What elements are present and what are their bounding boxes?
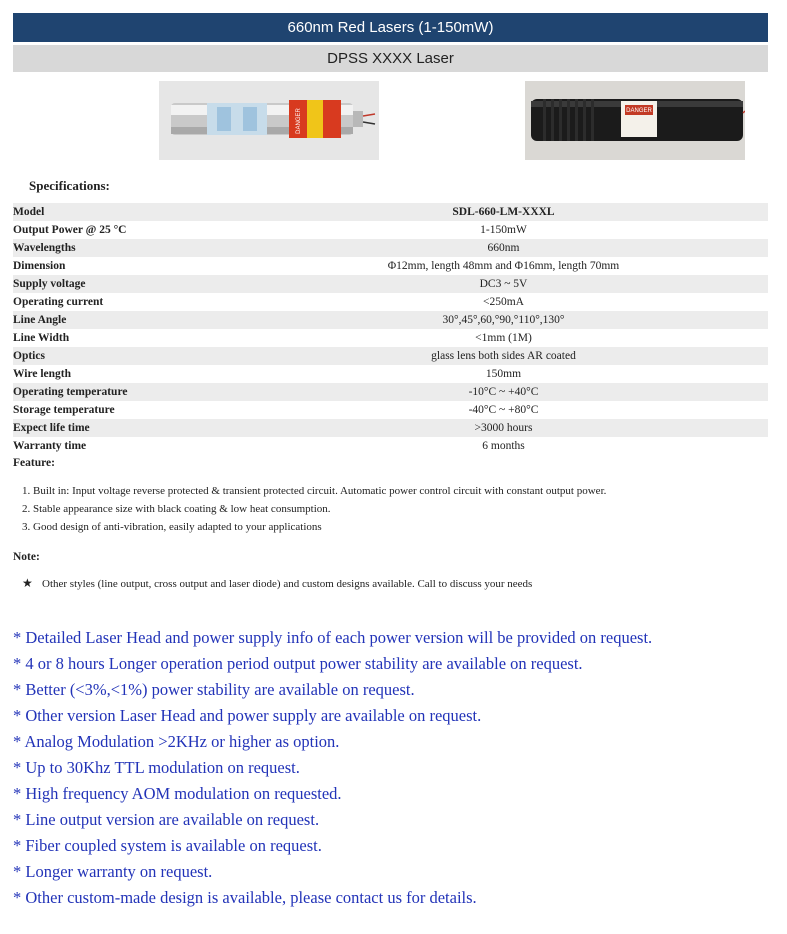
spec-key: Line Angle xyxy=(13,311,239,329)
spec-value: -40°C ~ +80°C xyxy=(468,404,539,416)
spec-key: Model xyxy=(13,203,239,221)
spec-key: Wire length xyxy=(13,368,72,380)
list-item: * Fiber coupled system is available on request. xyxy=(13,836,322,855)
spec-value: -10°C ~ +40°C xyxy=(239,383,768,401)
spec-value: Φ12mm, length 48mm and Φ16mm, length 70mm xyxy=(387,260,620,272)
spec-value: <1mm (1M) xyxy=(475,332,532,344)
spec-key: Warranty time xyxy=(13,440,87,452)
spec-value: 1-150mW xyxy=(480,224,527,236)
spec-value: >3000 hours xyxy=(239,419,768,437)
spec-key: Wavelengths xyxy=(13,239,239,257)
list-item: * Up to 30Khz TTL modulation on request. xyxy=(13,758,300,777)
specifications-table xyxy=(13,203,768,455)
list-item: * Other custom-made design is available, please contact us for details. xyxy=(13,888,477,907)
table-row xyxy=(13,311,768,329)
list-item: * High frequency AOM modulation on requested. xyxy=(13,784,342,803)
spec-key: Expect life time xyxy=(13,419,239,437)
spec-value: 30°,45°,60,°90,°110°,130° xyxy=(239,311,768,329)
table-row xyxy=(13,203,768,221)
specifications-heading: Specifications: xyxy=(29,178,110,193)
product-subtitle: DPSS XXXX Laser xyxy=(13,45,768,72)
spec-key: Output Power @ 25 °C xyxy=(13,224,127,236)
table-row xyxy=(13,401,768,419)
request-list xyxy=(13,625,652,911)
table-row xyxy=(13,347,768,365)
spec-key: Operating current xyxy=(13,296,104,308)
list-item: 3. Good design of anti-vibration, easily adapted to your applications xyxy=(22,521,322,533)
spec-value: DC3 ~ 5V xyxy=(239,275,768,293)
list-item: * Longer warranty on request. xyxy=(13,862,213,881)
list-item: 2. Stable appearance size with black coating & low heat consumption. xyxy=(22,503,331,515)
danger-label: DANGER xyxy=(626,108,652,114)
spec-value: <250mA xyxy=(483,296,524,308)
note-heading: Note: xyxy=(13,551,40,563)
table-row xyxy=(13,437,768,455)
spec-value: 6 months xyxy=(482,440,525,452)
list-item: 1. Built in: Input voltage reverse protected & transient protected circuit. Automatic power control circuit with constant output power. xyxy=(22,485,607,497)
table-row xyxy=(13,329,768,347)
list-item: * Analog Modulation >2KHz or higher as option. xyxy=(13,732,340,751)
spec-value: glass lens both sides AR coated xyxy=(239,347,768,365)
table-row xyxy=(13,419,768,437)
feature-list xyxy=(22,482,606,536)
spec-value: 150mm xyxy=(485,368,522,380)
silver-laser-module-photo xyxy=(159,81,379,160)
black-laser-module-photo xyxy=(525,81,745,160)
table-row xyxy=(13,365,768,383)
list-item: * Line output version are available on request. xyxy=(13,810,320,829)
spec-key: Dimension xyxy=(13,260,66,272)
danger-label: DANGER xyxy=(296,108,302,134)
table-row xyxy=(13,383,768,401)
spec-key: Storage temperature xyxy=(13,404,115,416)
spec-value: SDL-660-LM-XXXL xyxy=(239,203,768,221)
spec-value: 660nm xyxy=(239,239,768,257)
list-item: * 4 or 8 hours Longer operation period output power stability are available on request. xyxy=(13,654,583,673)
list-item: * Other version Laser Head and power supply are available on request. xyxy=(13,706,482,725)
spec-key: Supply voltage xyxy=(13,275,239,293)
page-title: 660nm Red Lasers (1-150mW) xyxy=(13,13,768,42)
spec-key: Line Width xyxy=(13,332,70,344)
feature-heading: Feature: xyxy=(13,457,55,469)
star-icon: ★ xyxy=(22,576,33,590)
table-row xyxy=(13,221,768,239)
note-text: Other styles (line output, cross output and laser diode) and custom designs available. Call to discuss your needs xyxy=(42,578,533,590)
table-row xyxy=(13,239,768,257)
table-row xyxy=(13,293,768,311)
spec-key: Operating temperature xyxy=(13,383,239,401)
table-row xyxy=(13,275,768,293)
note-item xyxy=(22,574,532,593)
list-item: * Detailed Laser Head and power supply info of each power version will be provided on request. xyxy=(13,628,653,647)
table-row xyxy=(13,257,768,275)
list-item: * Better (<3%,<1%) power stability are available on request. xyxy=(13,680,415,699)
spec-key: Optics xyxy=(13,347,239,365)
